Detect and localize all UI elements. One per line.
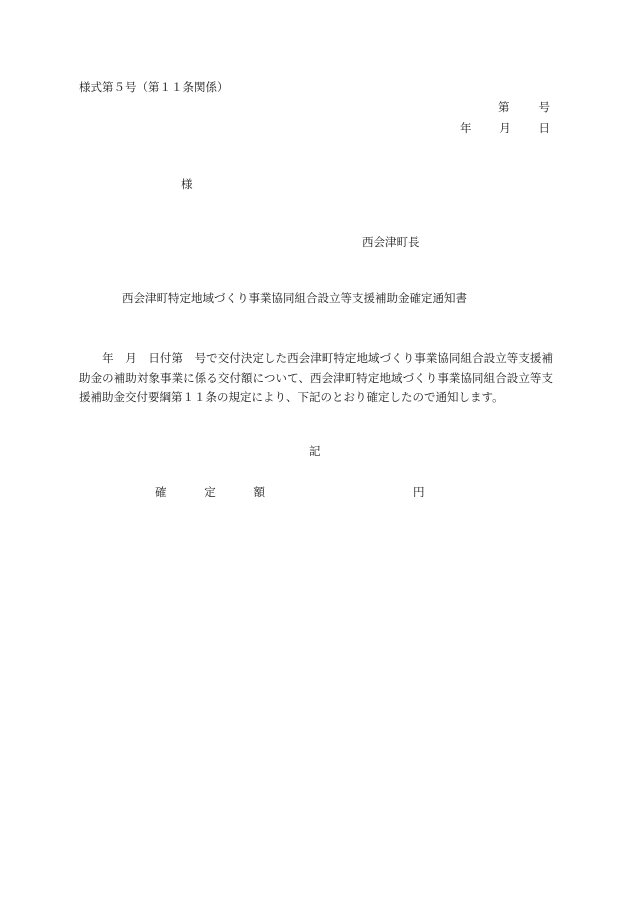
date-year: 年: [460, 121, 472, 135]
recipient-suffix: 様: [181, 177, 193, 191]
body-paragraph: 年 月 日付第 号で交付決定した西会津町特定地域づくり事業協同組合設立等支援補助金の補助対象事業に係る交付額について、西会津町特定地域づくり事業協同組合設立等支援補助金交付要綱第１１条の規定により、下記のとおり確定したので通知します。: [79, 351, 553, 404]
number-suffix: 号: [538, 100, 550, 114]
date-line: [460, 123, 550, 135]
date-month: 月: [499, 121, 511, 135]
form-number-label: 様式第５号（第１１条関係）: [79, 80, 229, 94]
confirmed-amount-label: [155, 487, 265, 499]
amount-label-char: 額: [253, 485, 265, 499]
number-prefix: 第: [498, 100, 510, 114]
issuer-name: 西会津町長: [362, 235, 420, 249]
amount-label-char: 定: [204, 485, 216, 499]
document-title: 西会津町特定地域づくり事業協同組合設立等支援補助金確定通知書: [122, 291, 467, 305]
date-day: 日: [538, 121, 550, 135]
amount-unit: 円: [413, 485, 425, 499]
document-number-line: [498, 102, 550, 114]
ki-heading: 記: [309, 444, 321, 458]
amount-label-char: 確: [155, 485, 167, 499]
